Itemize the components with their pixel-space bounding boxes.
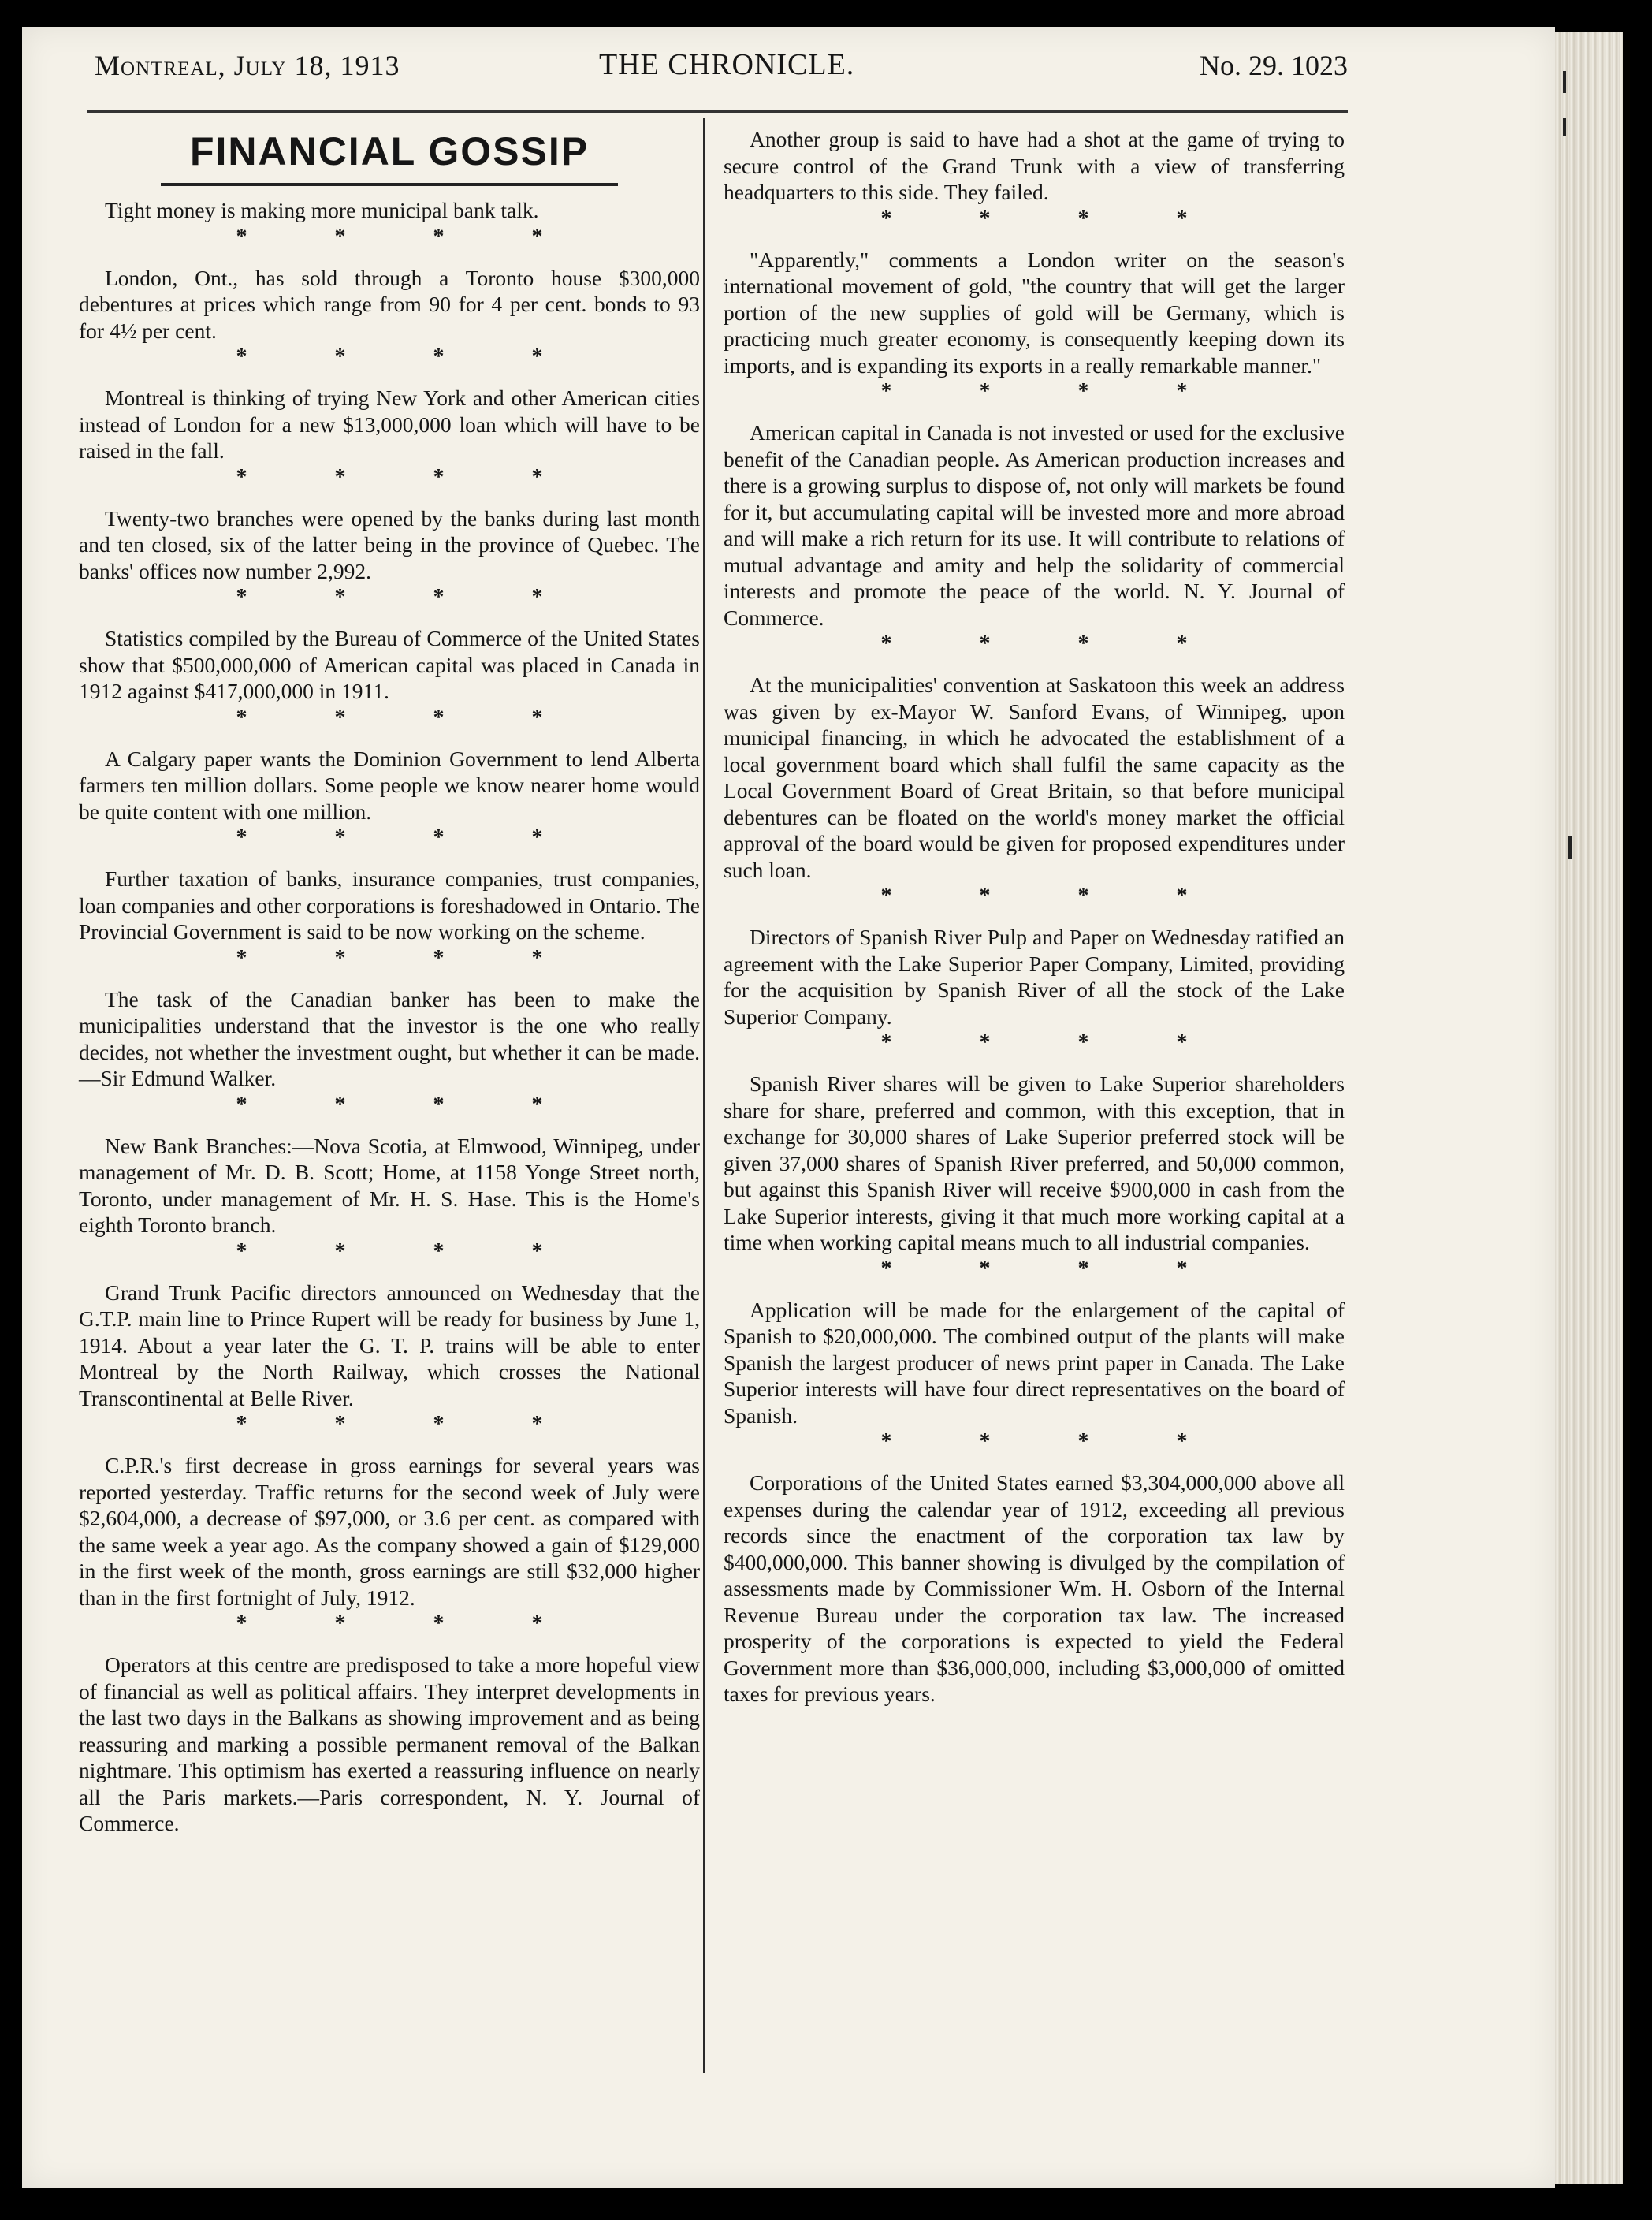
- article-paragraph: C.P.R.'s first decrease in gross earnings for several years was reported yesterday. Traffic returns for the second week of July were $2,604,000, a decrease of $97,000, or 3.6 per cent. as compared with the same week a year ago. As the company showed a gain of $129,000 in the first week of the month, gross earnings are still $32,000 higher than in the first fortnight of July, 1912.: [79, 1453, 700, 1610]
- article-paragraph: New Bank Branches:—Nova Scotia, at Elmwood, Winnipeg, under management of Mr. D. B. Scott; Home, at 1158 Yonge Street north, Toronto, under management of Mr. H. S. Hase. This is the Home's eighth Toronto branch.: [79, 1133, 700, 1237]
- header-publication: THE CHRONICLE.: [599, 48, 855, 81]
- separator-stars: * * * *: [236, 1239, 584, 1264]
- separator-stars: * * * *: [236, 945, 584, 970]
- article-paragraph: London, Ont., has sold through a Toronto house $300,000 debentures at prices which range from 90 for 4 per cent. bonds to 93 for 4½ per cent.: [79, 265, 700, 343]
- separator-stars: * * * *: [236, 1092, 584, 1117]
- article-paragraph: Montreal is thinking of trying New York and other American cities instead of London for a new $13,000,000 loan which will have to be raised in the fall.: [79, 386, 700, 463]
- header-dateline: Montreal, July 18, 1913: [95, 50, 400, 81]
- left-column: [79, 126, 700, 1837]
- separator-stars: * * * *: [880, 379, 1229, 404]
- header-issue-page: No. 29. 1023: [1200, 50, 1348, 81]
- separator-stars: * * * *: [880, 1429, 1229, 1454]
- separator-stars: * * * *: [880, 1030, 1229, 1055]
- article-paragraph: Statistics compiled by the Bureau of Commerce of the United States show that $500,000,000 of American capital was placed in Canada in 1912 against $417,000,000 in 1911.: [79, 626, 700, 703]
- article-paragraph: Directors of Spanish River Pulp and Paper on Wednesday ratified an agreement with the Lake Superior Paper Company, Limited, providing for the acquisition by Spanish River of all the stock of the Lake Superior Company.: [724, 925, 1345, 1029]
- article-paragraph: Tight money is making more municipal bank talk.: [105, 198, 539, 222]
- separator-stars: * * * *: [236, 705, 584, 730]
- separator-stars: * * * *: [236, 224, 584, 249]
- article-paragraph: At the municipalities' convention at Saskatoon this week an address was given by ex-Mayor W. Sanford Evans, of Winnipeg, upon municipal financing, in which he advocated the establishment of a local government board which shall fulfil the same capacity as the Local Government Board of Great Britain, so that before municipal debentures can be floated on the world's money market the official approval of the board would be given for proposed expenditures under such loan.: [724, 672, 1345, 882]
- separator-stars: * * * *: [880, 1256, 1229, 1281]
- section-title: FINANCIAL GOSSIP: [189, 129, 590, 173]
- separator-stars: * * * *: [236, 345, 584, 369]
- separator-stars: * * * *: [236, 585, 584, 609]
- page-edge: [1555, 32, 1623, 2184]
- separator-stars: * * * *: [236, 1412, 584, 1436]
- header-rule: [87, 110, 1348, 113]
- separator-stars: * * * *: [880, 884, 1229, 908]
- separator-stars: * * * *: [880, 206, 1229, 231]
- edge-mark: [1568, 836, 1572, 859]
- edge-mark: [1563, 118, 1566, 136]
- separator-stars: * * * *: [236, 1611, 584, 1636]
- right-column: [724, 126, 1345, 1708]
- edge-mark: [1563, 71, 1566, 93]
- column-divider: [703, 118, 705, 2073]
- article-paragraph: Twenty-two branches were opened by the banks during last month and ten closed, six of the latter being in the province of Quebec. The banks' offices now number 2,992.: [79, 505, 700, 583]
- article-paragraph: "Apparently," comments a London writer on the season's international movement of gold, "the country that will get the larger portion of the new supplies of gold will be Germany, which is practicing much greater economy, is consequently keeping down its imports, and is expanding its exports in a really remarkable manner.": [724, 247, 1345, 378]
- title-underline: [161, 183, 618, 186]
- article-paragraph: American capital in Canada is not invested or used for the exclusive benefit of the Canadian people. As American production increases and there is a growing surplus to dispose of, not only will markets be found for it, but accumulating capital will be invested more and more abroad and will make a rich return for its use. It will contribute to relations of mutual advantage and amity and help the solidarity of commercial interests and promote the peace of the world. N. Y. Journal of Commerce.: [724, 420, 1345, 630]
- article-paragraph: Corporations of the United States earned $3,304,000,000 above all expenses during the calendar year of 1912, exceeding all previous records since the enactment of the corporation tax law by $400,000,000. This banner showing is divulged by the compilation of assessments made by Commissioner Wm. H. Osborn of the Internal Revenue Bureau under the corporation tax law. The increased prosperity of the corporations is expected to yield the Federal Government more than $36,000,000, including $3,000,000 of omitted taxes for previous years.: [724, 1470, 1345, 1706]
- separator-stars: * * * *: [880, 631, 1229, 656]
- article-paragraph: Another group is said to have had a shot at the game of trying to secure control of the Grand Trunk with a view of transferring headquarters to this side. They failed.: [724, 127, 1345, 204]
- article-paragraph: Grand Trunk Pacific directors announced on Wednesday that the G.T.P. main line to Prince Rupert will be ready for business by June 1, 1914. About a year later the G. T. P. trains will be able to enter Montreal by the North Railway, which crosses the National Transcontinental at Belle River.: [79, 1279, 700, 1410]
- separator-stars: * * * *: [236, 464, 584, 490]
- article-paragraph: Further taxation of banks, insurance companies, trust companies, loan companies and other corporations is foreshadowed in Ontario. The Provincial Government is said to be now working on the scheme.: [79, 866, 700, 944]
- article-paragraph: Operators at this centre are predisposed to take a more hopeful view of financial as well as political affairs. They interpret developments in the last two days in the Balkans as showing improvement and as being reassuring and marking a possible permanent removal of the Balkan nightmare. This optimism has exerted a reassuring influence on nearly all the Paris markets.—Paris correspondent, N. Y. Journal of Commerce.: [79, 1652, 700, 1835]
- article-paragraph: Application will be made for the enlargement of the capital of Spanish to $20,000,000. The combined output of the plants will make Spanish the largest producer of news print paper in Canada. The Lake Superior interests will have four direct representatives on the board of Spanish.: [724, 1297, 1345, 1428]
- separator-stars: * * * *: [236, 825, 584, 850]
- article-paragraph: A Calgary paper wants the Dominion Government to lend Alberta farmers ten million dollars. Some people we know nearer home would be quite content with one million.: [79, 746, 700, 824]
- article-paragraph: The task of the Canadian banker has been to make the municipalities understand that the investor is the one who really decides, not whether the investment ought, but whether it can be made.—Sir Edmund Walker.: [79, 986, 700, 1090]
- running-header: [95, 43, 1348, 90]
- article-paragraph: Spanish River shares will be given to Lake Superior shareholders share for share, preferred and common, with this exception, that in exchange for 30,000 shares of Lake Superior preferred stock will be given 37,000 shares of Spanish River preferred, and 50,000 common, but against this Spanish River will receive $900,000 in cash from the Lake Superior interests, giving it that much more working capital at a time when working capital means much to all industrial companies.: [724, 1071, 1345, 1254]
